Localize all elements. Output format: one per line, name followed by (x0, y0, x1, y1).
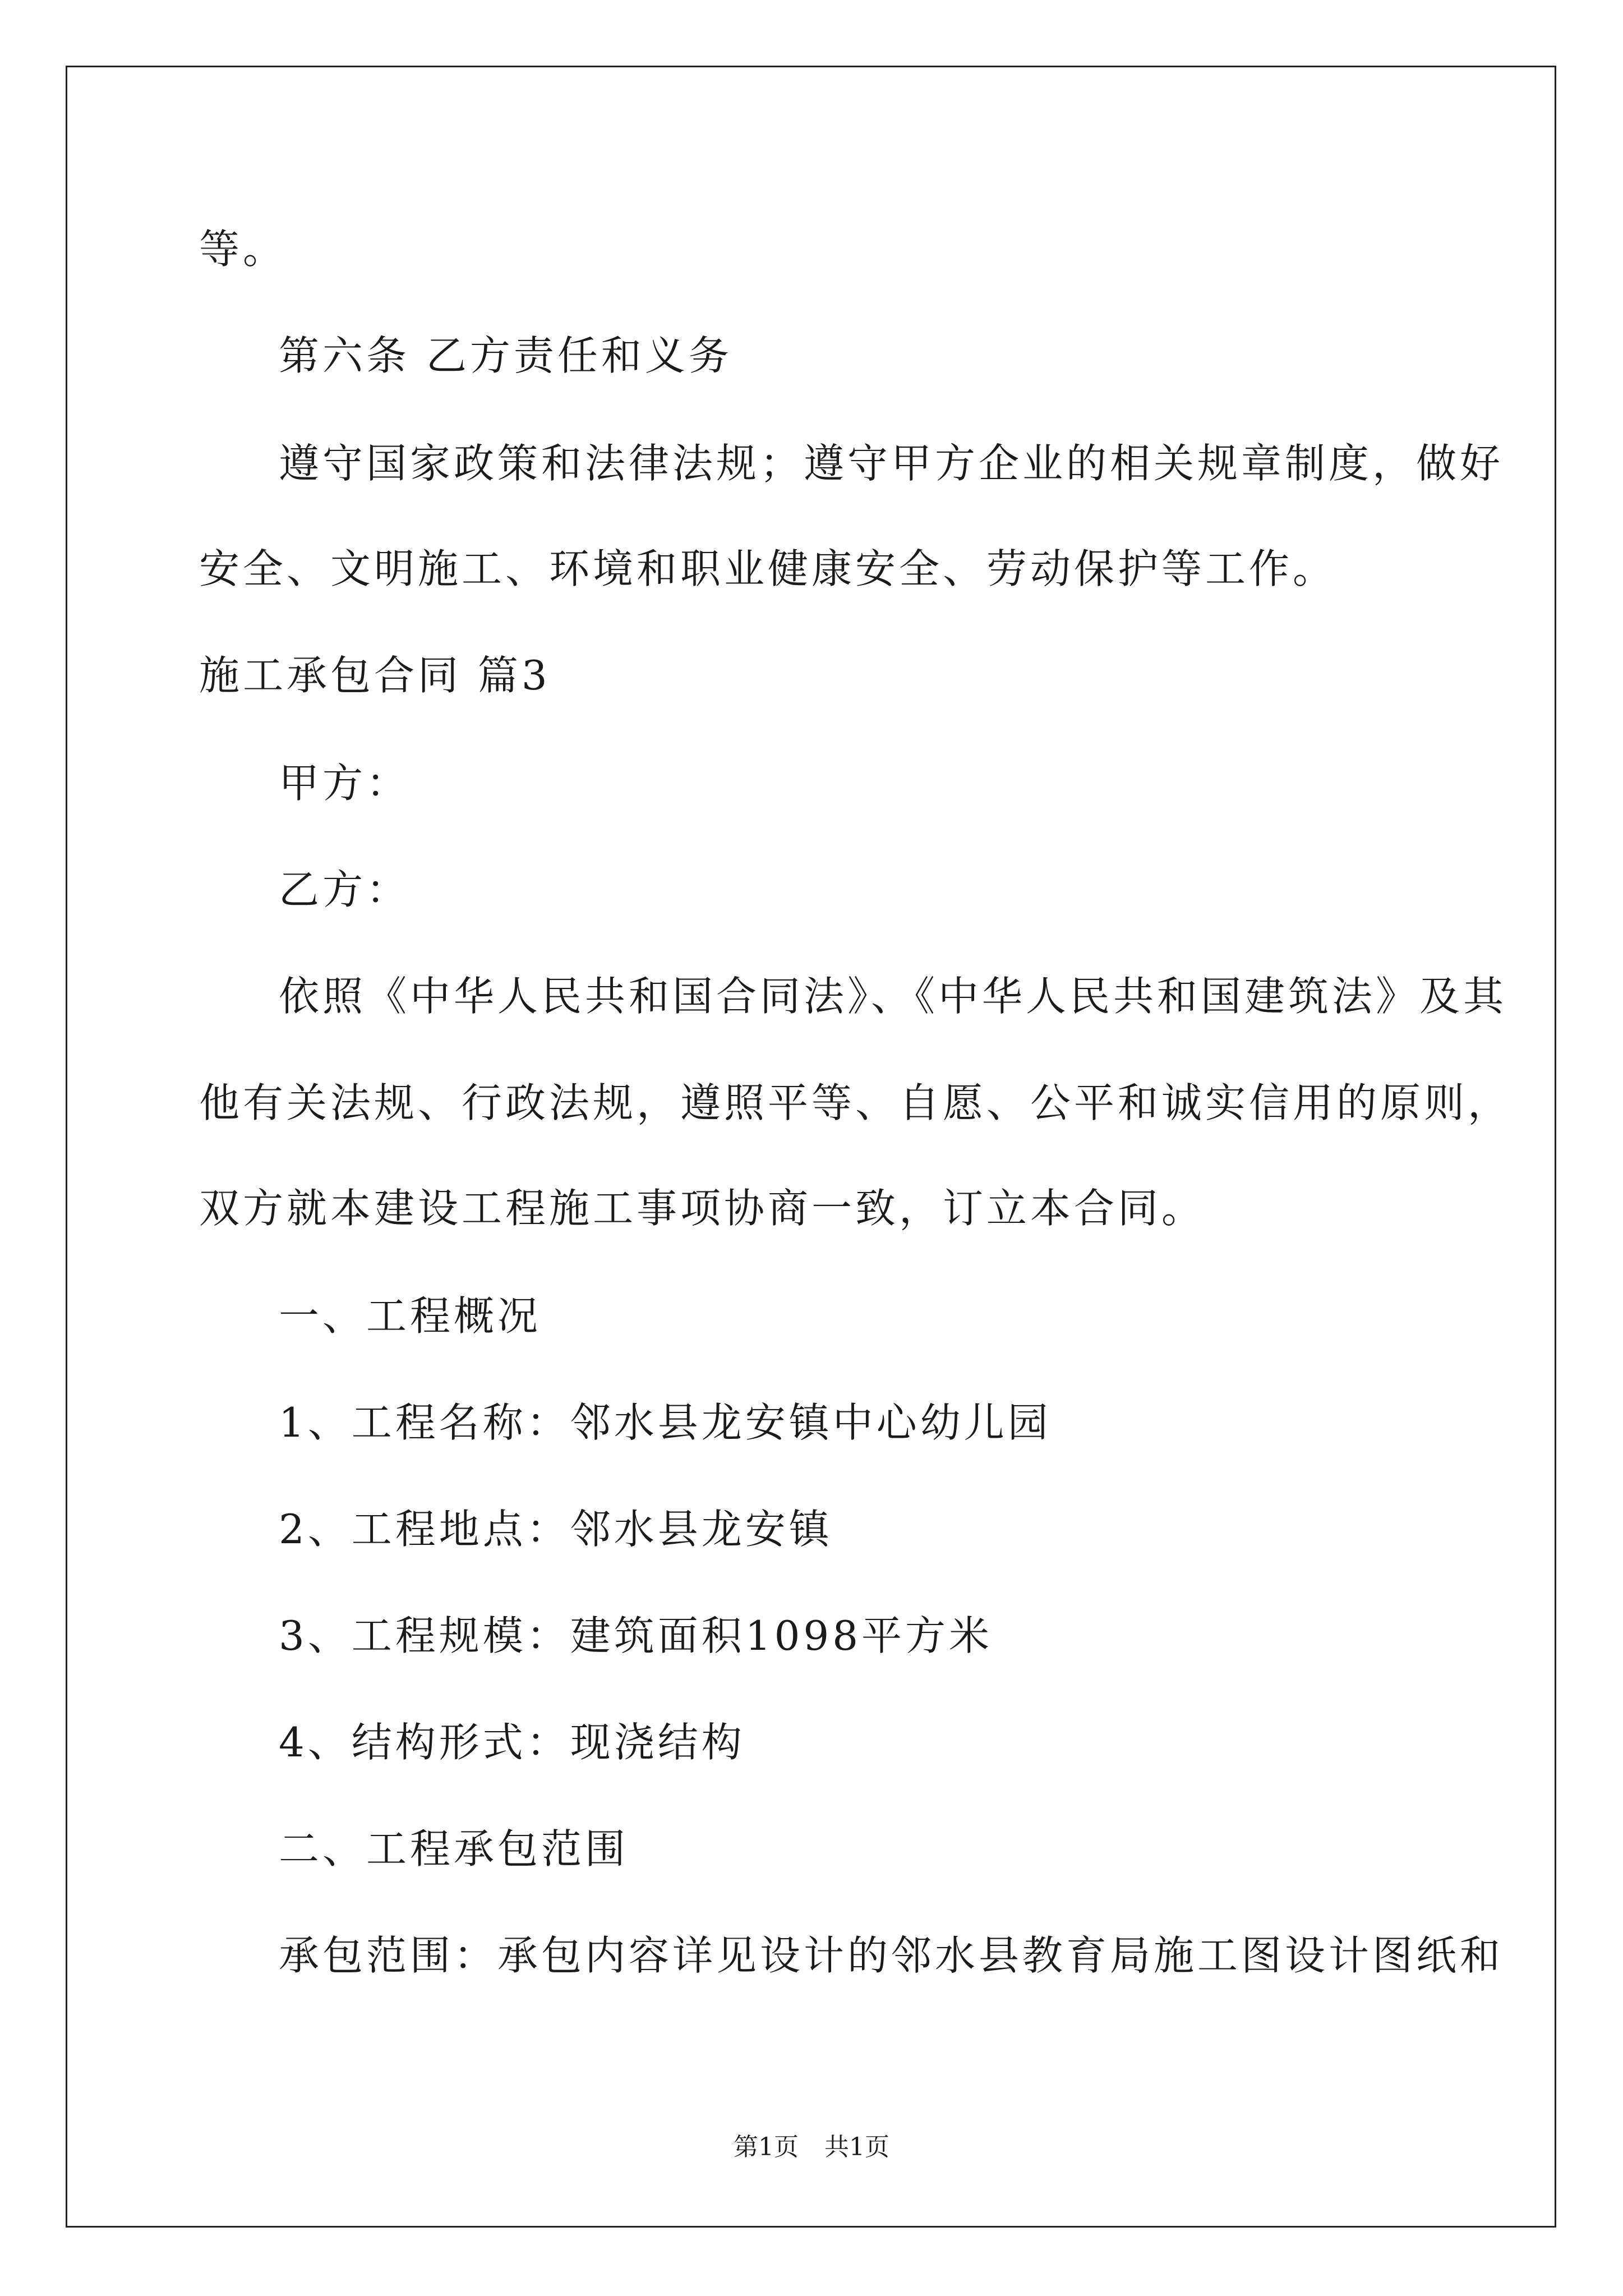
list-item: 2、工程地点：邻水县龙安镇 (279, 1506, 833, 1553)
list-item: 1、工程名称：邻水县龙安镇中心幼儿园 (279, 1399, 1052, 1446)
page-number: 第1页 (734, 2133, 799, 2161)
text-line: 双方就本建设工程施工事项协商一致，订立本合同。 (199, 1185, 1206, 1232)
text-line: 他有关法规、行政法规，遵照平等、自愿、公平和诚实信用的原则， (199, 1079, 1512, 1126)
text-line: 等。 (199, 226, 287, 273)
list-item: 3、工程规模：建筑面积1098平方米 (279, 1612, 993, 1659)
article-heading: 第六条 乙方责任和义务 (279, 332, 732, 379)
text-line: 遵守国家政策和法律法规；遵守甲方企业的相关规章制度，做好 (279, 440, 1504, 487)
section-heading: 二、工程承包范围 (279, 1825, 629, 1872)
page-footer (0, 2135, 1623, 2160)
text-line: 承包范围：承包内容详见设计的邻水县教育局施工图设计图纸和 (279, 1932, 1504, 1979)
section-title: 施工承包合同 篇3 (199, 652, 551, 699)
list-item: 4、结构形式：现浇结构 (279, 1719, 745, 1766)
text-line: 安全、文明施工、环境和职业健康安全、劳动保护等工作。 (199, 545, 1337, 592)
text-line: 依照《中华人民共和国合同法》、《中华人民共和国建筑法》及其 (279, 973, 1507, 1020)
page-border (66, 66, 1556, 2228)
party-a-label: 甲方： (279, 760, 411, 807)
section-heading: 一、工程概况 (279, 1292, 542, 1340)
party-b-label: 乙方： (279, 866, 411, 913)
page-total: 共1页 (824, 2133, 889, 2161)
